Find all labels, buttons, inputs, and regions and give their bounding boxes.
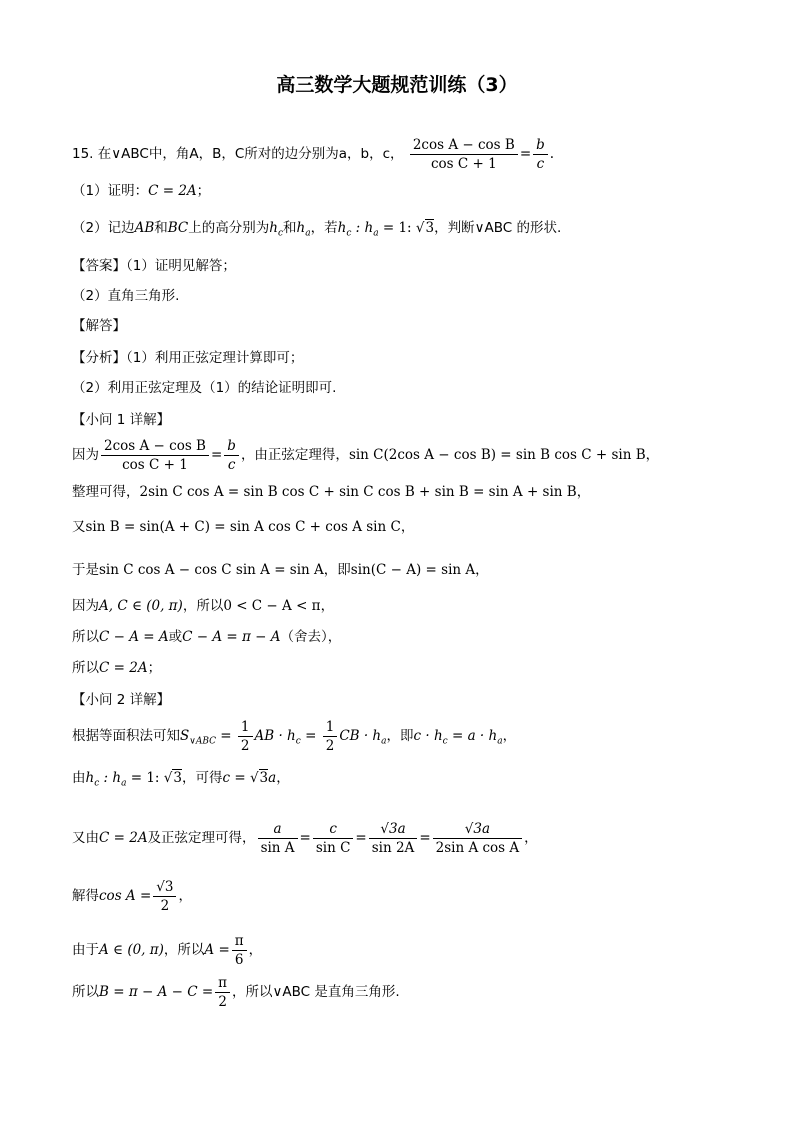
q2-line-5 [72, 932, 262, 969]
q2-l3-mid: 及正弦定理可得， [147, 830, 256, 846]
answer-label: 【答案】 [72, 258, 126, 274]
analysis-1: （1）利用正弦定理计算即可； [126, 350, 304, 366]
q2-l4-num: √3 [153, 878, 176, 897]
q2-l2-h-eq: = 1: √ [126, 770, 173, 786]
part-2-bc: BC [167, 220, 189, 236]
q2-l5-fraction [232, 932, 247, 969]
part-2-ratio-sub-2: a [373, 228, 379, 239]
q1-line-7 [72, 658, 161, 678]
q2-l3-math: C = 2A [99, 830, 148, 846]
q2-line-4 [72, 878, 192, 915]
q2-l1-fraction-2 [323, 718, 338, 755]
part-2-ratio-mid: : h [351, 220, 374, 236]
q2-l2-math: c = √ [222, 770, 259, 786]
solution-label-text: 【解答】 [72, 318, 126, 334]
part-2-and-2: 和 [283, 220, 297, 236]
q2-l6-fraction [215, 974, 230, 1011]
q1-l4-math-2: sin(C − A) = sin A [350, 562, 476, 578]
q2-l3-f4-num: √3a [433, 820, 523, 839]
part-1 [72, 181, 210, 201]
q2-l3-eq-3: = [419, 830, 431, 846]
stem-text: 在∨ABC中，角A，B，C所对的边分别为a，b，c， [97, 146, 404, 162]
part-2-and: 和 [154, 220, 168, 236]
q1-l2-end: ， [576, 484, 591, 500]
q2-l1-s: S [180, 728, 190, 744]
q2-l1-eq-2: = [300, 728, 321, 744]
part-2-ratio: h [337, 220, 347, 236]
q1-l1-fraction [101, 437, 209, 474]
q1-l1-den-2: c [227, 457, 236, 473]
q2-l1-f2-den: 2 [325, 738, 335, 754]
q1-l1-prefix: 因为 [72, 447, 99, 463]
q2-l1-m2: c · h [413, 728, 443, 744]
q2-l5-den: 6 [234, 952, 244, 968]
q2-l1-f2-num: 1 [323, 718, 338, 737]
stem-end: . [549, 146, 555, 162]
q2-l1-f-den: 2 [240, 738, 250, 754]
q2-l4-math: cos A = [99, 888, 152, 904]
q1-l4-math-1: sin C cos A − cos C sin A = sin A [99, 562, 324, 578]
q2-l3-prefix: 又由 [72, 830, 99, 846]
q1-l3-prefix: 又 [72, 519, 86, 535]
q2-l4-fraction [153, 878, 176, 915]
q2-l3-f1-num: a [258, 820, 298, 839]
q1-label-text: 【小问 1 详解】 [72, 412, 171, 428]
q1-l5-math-2: 0 < C − A < π [223, 598, 321, 614]
stem-fraction-2-num: b [533, 136, 548, 155]
q2-l2-sqrt-2: 3 [259, 770, 269, 786]
q1-l2-prefix: 整理可得， [72, 484, 140, 500]
q1-l4-prefix: 于是 [72, 562, 99, 578]
q2-l3-f3-den: sin 2A [371, 840, 415, 856]
q1-line-5 [72, 596, 334, 616]
stem-fraction-2 [533, 136, 548, 173]
answer-2: （2）直角三角形. [72, 288, 180, 304]
q2-l2-mid: ，可得 [181, 770, 223, 786]
q2-l1-f-num: 1 [238, 718, 253, 737]
q2-line-2 [72, 768, 290, 794]
q1-l1-math: sin C(2cos A − cos B) = sin B cos C + sin B [348, 447, 646, 463]
q1-l1-num-2: b [224, 437, 239, 456]
q2-l3-eq-1: = [299, 830, 311, 846]
q2-l3-f1-den: sin A [260, 840, 295, 856]
stem-fraction [410, 136, 518, 173]
q1-l6-math-2: C − A = π − A [182, 629, 281, 645]
q1-l1-end: ， [645, 447, 660, 463]
part-2-mid: 上的高分别为 [188, 220, 270, 236]
q2-l1-m2-sub: c [442, 736, 448, 747]
q2-l1-cb-sub: a [381, 736, 387, 747]
answer-1: （1）证明见解答； [126, 258, 236, 274]
q1-l1-num: 2cos A − cos B [101, 437, 209, 456]
q1-l6-prefix: 所以 [72, 629, 99, 645]
q1-l3-end: ， [400, 519, 415, 535]
q2-l4-den: 2 [160, 898, 170, 914]
q2-l1-m3-sub: a [497, 736, 503, 747]
q2-l6-math: B = π − A − C = [99, 984, 214, 1000]
q1-l5-end: ， [320, 598, 335, 614]
answer-line-2 [72, 286, 179, 306]
analysis-line-1 [72, 348, 303, 368]
q2-l4-end: ， [178, 888, 192, 904]
q2-l4-prefix: 解得 [72, 888, 99, 904]
stem-eq: = [519, 146, 532, 162]
analysis-2: （2）利用正弦定理及（1）的结论证明即可. [72, 380, 337, 396]
q2-l3-f4-den: 2sin A cos A [435, 840, 520, 856]
q2-l3-fraction-4 [433, 820, 523, 857]
answer-line-1 [72, 256, 236, 276]
q2-l1-eq: = [216, 728, 236, 744]
q2-l1-end: ， [502, 728, 517, 744]
q2-l6-prefix: 所以 [72, 984, 99, 1000]
q1-l4-mid: ，即 [323, 562, 351, 578]
q1-line-2 [72, 482, 590, 502]
q1-line-4 [72, 560, 489, 580]
q2-l5-num: π [232, 932, 247, 951]
q2-l3-f2-den: sin C [315, 840, 351, 856]
part-1-prefix: （1）证明： [72, 183, 149, 199]
q1-label [72, 410, 170, 430]
q1-line-1 [72, 437, 659, 474]
q2-l2-h-sub-1: c [94, 778, 100, 789]
q1-l7-math: C = 2A [99, 660, 148, 676]
q2-l6-num: π [215, 974, 230, 993]
part-1-end: ； [196, 183, 211, 199]
q1-l6-math-1: C − A = A [99, 629, 169, 645]
part-2-ratio-sub-1: c [346, 228, 352, 239]
q1-l6-mid: 或 [168, 629, 183, 645]
q1-l5-prefix: 因为 [72, 598, 99, 614]
q1-l2-math: 2sin C cos A = sin B cos C + sin C cos B + sin B = sin A + sin B [139, 484, 577, 500]
q2-l6-den: 2 [218, 994, 227, 1010]
q2-l3-end: ， [524, 830, 538, 846]
q2-l3-f3-num: √3a [369, 820, 418, 839]
part-2-ab: AB [134, 220, 155, 236]
q1-l1-mid: ，由正弦定理得， [240, 447, 349, 463]
q2-l1-m3: = a · h [447, 728, 498, 744]
q2-l3-fraction-3 [369, 820, 418, 857]
solution-label [72, 316, 126, 336]
q2-l1-mid: ，即 [386, 728, 414, 744]
q1-l5-math-1: A, C ∈ (0, π) [99, 598, 183, 614]
problem-stem [72, 136, 554, 173]
q2-l1-fraction [238, 718, 253, 755]
q2-l5-math-1: A ∈ (0, π) [99, 942, 164, 958]
q1-l5-mid: ，所以 [182, 598, 224, 614]
part-2-ratio-eq: = 1: √ [378, 220, 425, 236]
q2-l3-eq-2: = [355, 830, 367, 846]
q2-l5-end: ， [248, 942, 263, 958]
stem-fraction-2-den: c [536, 156, 545, 172]
q2-l3-fraction-1 [258, 820, 298, 857]
q2-l1-s-sub: ∨ABC [189, 736, 217, 747]
part-2-hc-sub: c [277, 228, 284, 239]
part-2-ha: h [296, 220, 306, 236]
q2-l1-prefix: 根据等面积法可知 [72, 728, 180, 744]
part-1-math: C = 2A [148, 183, 197, 199]
q1-l7-end: ； [147, 660, 162, 676]
part-2 [72, 218, 561, 244]
q2-line-3 [72, 820, 538, 857]
q2-line-6 [72, 974, 400, 1011]
q2-l2-h-mid: : h [99, 770, 122, 786]
q1-l6-end: （舍去）， [280, 629, 342, 645]
part-2-ratio-sqrt: 3 [425, 220, 435, 236]
problem-number: 15. [72, 146, 94, 162]
q2-l2-sqrt: 3 [173, 770, 182, 786]
analysis-label: 【分析】 [72, 350, 126, 366]
q2-l1-cb: CB · h [339, 728, 382, 744]
q1-l4-end: ， [475, 562, 489, 578]
q2-l3-fraction-2 [313, 820, 354, 857]
q2-l1-ab: AB · h [254, 728, 296, 744]
q1-l1-den: cos C + 1 [122, 457, 188, 473]
q2-l3-f2-num: c [313, 820, 354, 839]
q2-l2-prefix: 由 [72, 770, 86, 786]
q1-l3-math: sin B = sin(A + C) = sin A cos C + cos A sin C [85, 519, 401, 535]
q2-label [72, 690, 170, 710]
q1-l7-prefix: 所以 [72, 660, 99, 676]
q2-label-text: 【小问 2 详解】 [72, 692, 171, 708]
q2-line-1 [72, 718, 516, 755]
q2-l5-prefix: 由于 [72, 942, 99, 958]
part-2-ruo: ，若 [310, 220, 338, 236]
page-title: 高三数学大题规范训练（3） [276, 74, 518, 96]
q1-line-3 [72, 517, 414, 537]
stem-fraction-num: 2cos A − cos B [410, 136, 518, 155]
part-2-prefix: （2）记边 [72, 220, 135, 236]
part-2-ha-sub: a [305, 228, 311, 239]
part-2-hc: h [269, 220, 278, 236]
q2-l6-end: ，所以∨ABC 是直角三角形. [232, 984, 400, 1000]
q2-l1-ab-sub: c [295, 736, 301, 747]
q1-l1-eq: = [210, 447, 223, 463]
analysis-line-2 [72, 378, 336, 398]
q1-l1-fraction-2 [224, 437, 239, 474]
part-2-end: ，判断∨ABC 的形状. [434, 220, 562, 236]
q1-line-6 [72, 627, 341, 647]
q2-l2-h-sub-2: a [121, 778, 127, 789]
q2-l2-h: h [85, 770, 95, 786]
q2-l5-math-2: A = [204, 942, 230, 958]
q2-l2-a: a [268, 770, 277, 786]
stem-fraction-den: cos C + 1 [430, 156, 497, 172]
q2-l2-end: ， [276, 770, 290, 786]
q2-l5-mid: ，所以 [163, 942, 205, 958]
